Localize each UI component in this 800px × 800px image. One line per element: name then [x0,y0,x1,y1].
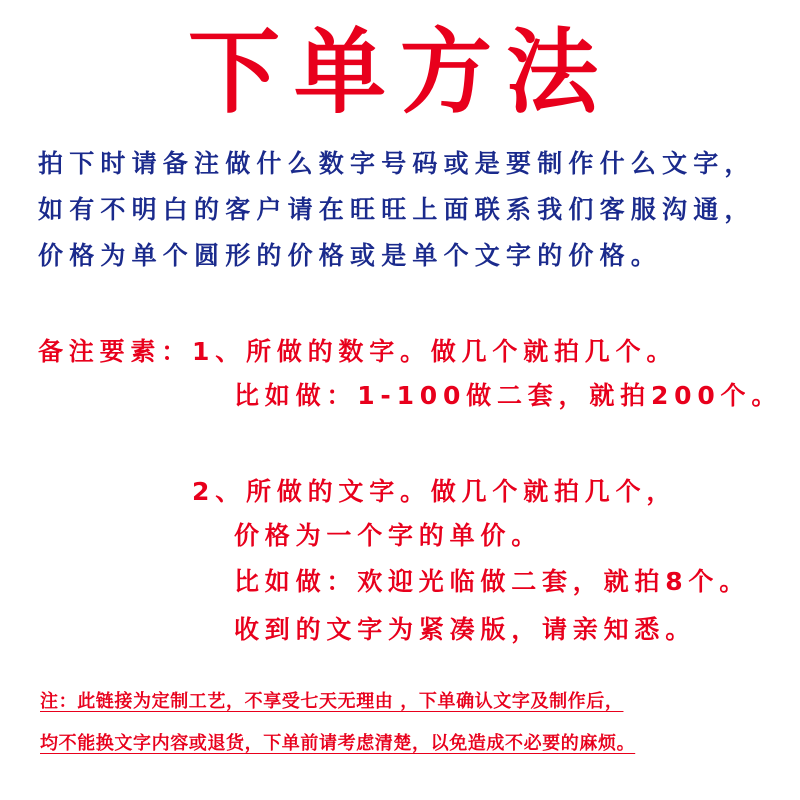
page-title: 下单方法 [187,19,612,126]
notice-line-2: 均不能换文字内容或退货，下单前请考虑清楚，以免造成不必要的麻烦。 [40,733,636,754]
remark-numbers-heading: 备注要素：1、所做的数字。做几个就拍几个。 [38,337,678,366]
remark-text-layout: 收到的文字为紧凑版，请亲知悉。 [234,615,697,644]
remark-text-heading: 2、所做的文字。做几个就拍几个， [192,477,678,506]
intro-line-1: 拍下时请备注做什么数字号码或是要制作什么文字， [38,149,756,178]
intro-line-2: 如有不明白的客户请在旺旺上面联系我们客服沟通， [38,195,756,224]
remark-text-price: 价格为一个字的单价。 [234,521,543,550]
remark-numbers-example: 比如做：1-100做二套，就拍200个。 [234,381,783,410]
intro-line-3: 价格为单个圆形的价格或是单个文字的价格。 [38,241,663,270]
remark-text-example: 比如做：欢迎光临做二套，就拍8个。 [234,567,750,596]
notice-line-1: 注：此链接为定制工艺，不享受七天无理由 ，下单确认文字及制作后， [40,691,624,712]
